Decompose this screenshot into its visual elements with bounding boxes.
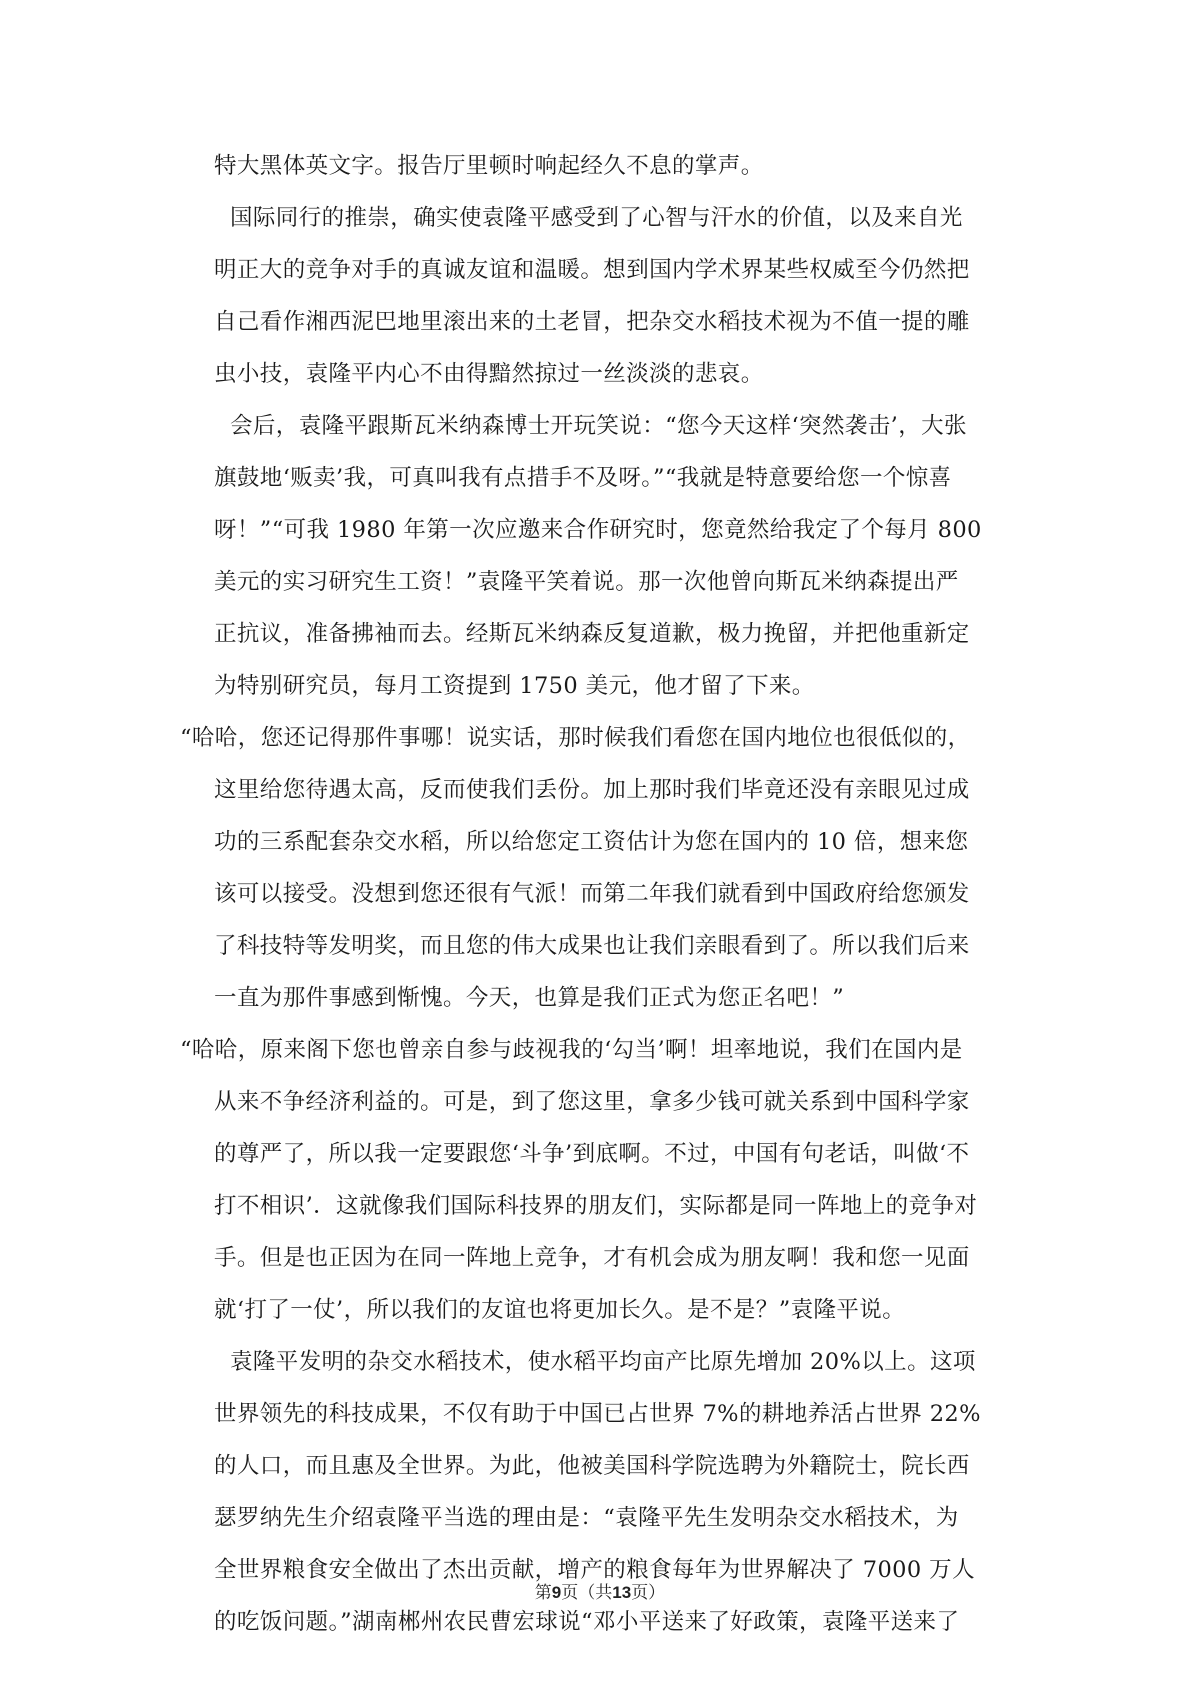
text-line: 全世界粮食安全做出了杰出贡献，增产的粮食每年为世界解决了 7000 万人 [214,1557,975,1583]
text-line: “哈哈，原来阁下您也曾亲自参与歧视我的‘勾当’啊！坦率地说，我们在国内是 [180,1037,963,1063]
text-line: 自己看作湘西泥巴地里滚出来的土老冒，把杂交水稻技术视为不值一提的雕 [214,309,970,335]
text-line: 袁隆平发明的杂交水稻技术，使水稻平均亩产比原先增加 20%以上。这项 [230,1349,976,1375]
text-line: 该可以接受。没想到您还很有气派！而第二年我们就看到中国政府给您颁发 [214,881,970,907]
text-line: 为特别研究员，每月工资提到 1750 美元，他才留了下来。 [214,673,815,699]
text-line: 世界领先的科技成果，不仅有助于中国已占世界 7%的耕地养活占世界 22% [214,1401,981,1427]
footer-middle: 页（共 [561,1583,613,1603]
text-line: 特大黑体英文字。报告厅里顿时响起经久不息的掌声。 [214,153,764,179]
text-line: 了科技特等发明奖，而且您的伟大成果也让我们亲眼看到了。所以我们后来 [214,933,970,959]
text-line: 这里给您待遇太高，反而使我们丢份。加上那时我们毕竟还没有亲眼见过成 [214,777,970,803]
text-line: 正抗议，准备拂袖而去。经斯瓦米纳森反复道歉，极力挽留，并把他重新定 [214,621,970,647]
text-line: 打不相识’．这就像我们国际科技界的朋友们，实际都是同一阵地上的竞争对 [214,1193,978,1219]
text-line: 会后，袁隆平跟斯瓦米纳森博士开玩笑说：“您今天这样‘突然袭击’，大张 [230,413,967,439]
body-text [180,140,1022,1648]
text-line: 明正大的竞争对手的真诚友谊和温暖。想到国内学术界某些权威至今仍然把 [214,257,970,283]
page-footer [0,1578,1200,1603]
text-line: 瑟罗纳先生介绍袁隆平当选的理由是：“袁隆平先生发明杂交水稻技术，为 [214,1505,959,1531]
page-number: 9 [551,1583,562,1602]
text-line: “哈哈，您还记得那件事哪！说实话，那时候我们看您在国内地位也很低似的， [180,725,971,751]
text-line: 美元的实习研究生工资！”袁隆平笑着说。那一次他曾向斯瓦米纳森提出严 [214,569,959,595]
text-line: 手。但是也正因为在同一阵地上竞争，才有机会成为朋友啊！我和您一见面 [214,1245,970,1271]
total-pages: 13 [612,1583,632,1602]
text-line: 国际同行的推崇，确实使袁隆平感受到了心智与汗水的价值，以及来自光 [230,205,963,231]
text-line: 功的三系配套杂交水稻，所以给您定工资估计为您在国内的 10 倍，想来您 [214,829,969,855]
text-line: 虫小技，袁隆平内心不由得黯然掠过一丝淡淡的悲哀。 [214,361,764,387]
footer-suffix: 页） [631,1583,666,1603]
text-line: 的吃饭问题。”湖南郴州农民曹宏球说“邓小平送来了好政策，袁隆平送来了 [214,1609,960,1635]
text-line: 从来不争经济利益的。可是，到了您这里，拿多少钱可就关系到中国科学家 [214,1089,970,1115]
text-line: 呀！”“可我 1980 年第一次应邀来合作研究时，您竟然给我定了个每月 800 [214,517,982,543]
text-line: 的尊严了，所以我一定要跟您‘斗争’到底啊。不过，中国有句老话，叫做‘不 [214,1141,970,1167]
footer-prefix: 第 [534,1583,552,1603]
text-line: 旗鼓地‘贩卖’我，可真叫我有点措手不及呀。”“我就是特意要给您一个惊喜 [214,465,952,491]
text-line: 就‘打了一仗’，所以我们的友谊也将更加长久。是不是？”袁隆平说。 [214,1297,906,1323]
text-line: 的人口，而且惠及全世界。为此，他被美国科学院选聘为外籍院士，院长西 [214,1453,970,1479]
text-line: 一直为那件事感到惭愧。今天，也算是我们正式为您正名吧！” [214,985,845,1011]
